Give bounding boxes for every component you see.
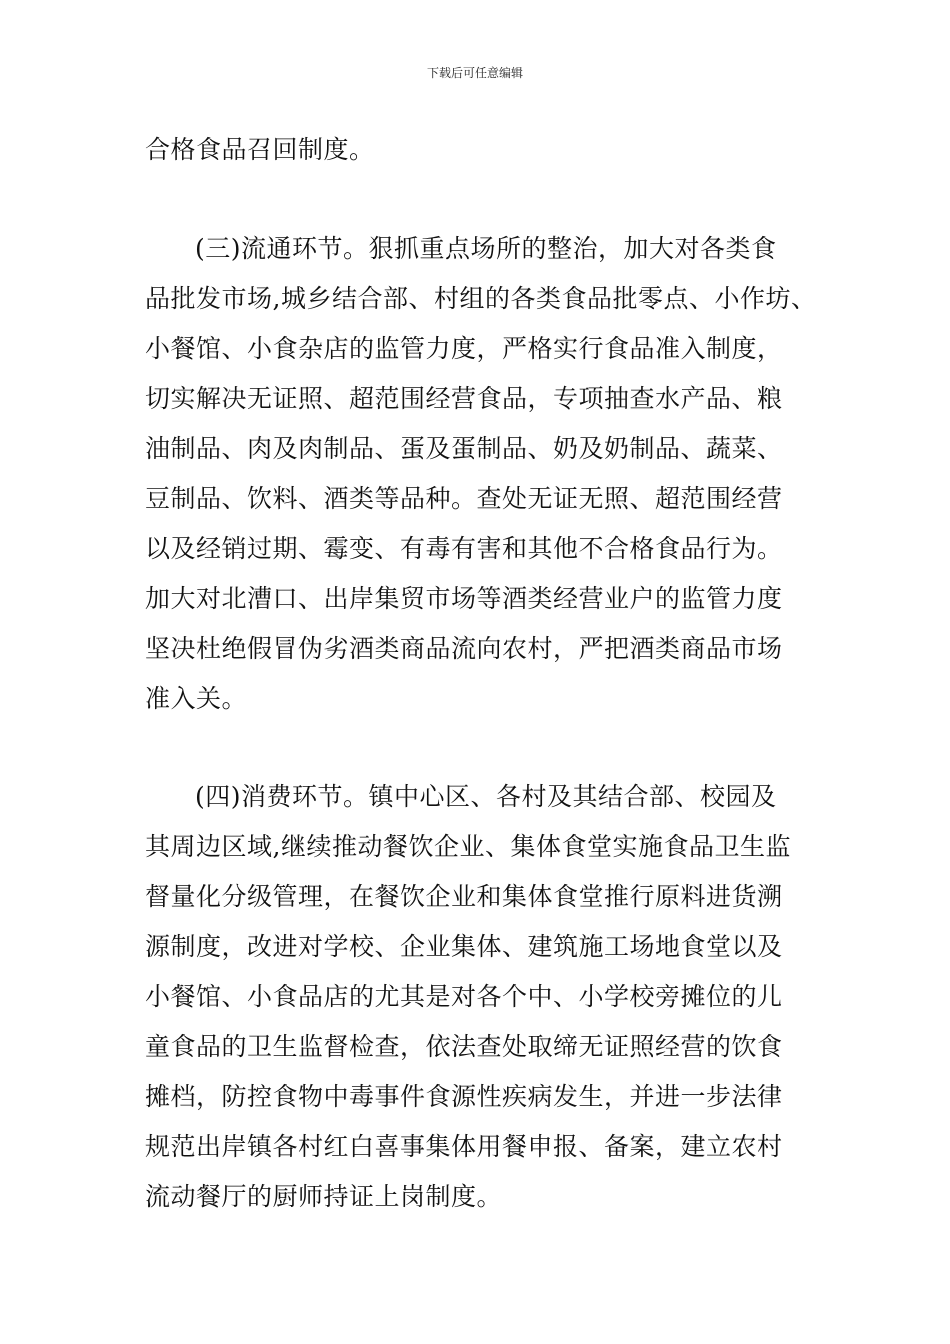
text-line: 油制品、肉及肉制品、蛋及蛋制品、奶及奶制品、蔬菜、 — [145, 434, 783, 463]
text-line: 以及经销过期、霉变、有毒有害和其他不合格食品行为。 — [145, 534, 783, 563]
text-line: (四)消费环节。镇中心区、各村及其结合部、校园及 — [195, 782, 777, 811]
text-line: 坚决杜绝假冒伪劣酒类商品流向农村，严把酒类商品市场 — [145, 634, 783, 663]
text-line: 督量化分级管理，在餐饮企业和集体食堂推行原料进货溯 — [145, 882, 783, 911]
paragraph-2 — [145, 224, 835, 724]
text-line: 童食品的卫生监督检查，依法查处取缔无证照经营的饮食 — [145, 1032, 783, 1061]
text-line: 准入关。 — [145, 684, 248, 713]
text-line: 加大对北漕口、出岸集贸市场等酒类经营业户的监管力度 — [145, 584, 783, 613]
page-header: 下载后可任意编辑 — [426, 66, 523, 80]
text-line: 合格食品召回制度。 — [145, 135, 375, 164]
paragraph-3 — [145, 772, 835, 1222]
text-line: 豆制品、饮料、酒类等品种。查处无证无照、超范围经营 — [145, 484, 783, 513]
text-line: 源制度，改进对学校、企业集体、建筑施工场地食堂以及 — [145, 932, 783, 961]
text-line: 小餐馆、小食品店的尤其是对各个中、小学校旁摊位的儿 — [145, 982, 783, 1011]
text-line: 流动餐厅的厨师持证上岗制度。 — [145, 1182, 503, 1211]
text-line: 其周边区域,继续推动餐饮企业、集体食堂实施食品卫生监 — [145, 832, 791, 861]
text-line: 摊档，防控食物中毒事件食源性疾病发生，并进一步法律 — [145, 1082, 783, 1111]
text-line: 切实解决无证照、超范围经营食品，专项抽查水产品、粮 — [145, 384, 783, 413]
paragraph-1 — [145, 125, 835, 175]
text-line: 小餐馆、小食杂店的监管力度，严格实行食品准入制度， — [145, 334, 783, 363]
text-line: 品批发市场,城乡结合部、村组的各类食品批零点、小作坊、 — [145, 284, 817, 313]
text-line: 规范出岸镇各村红白喜事集体用餐申报、备案，建立农村 — [145, 1132, 783, 1161]
text-line: (三)流通环节。狠抓重点场所的整治，加大对各类食 — [195, 234, 777, 263]
